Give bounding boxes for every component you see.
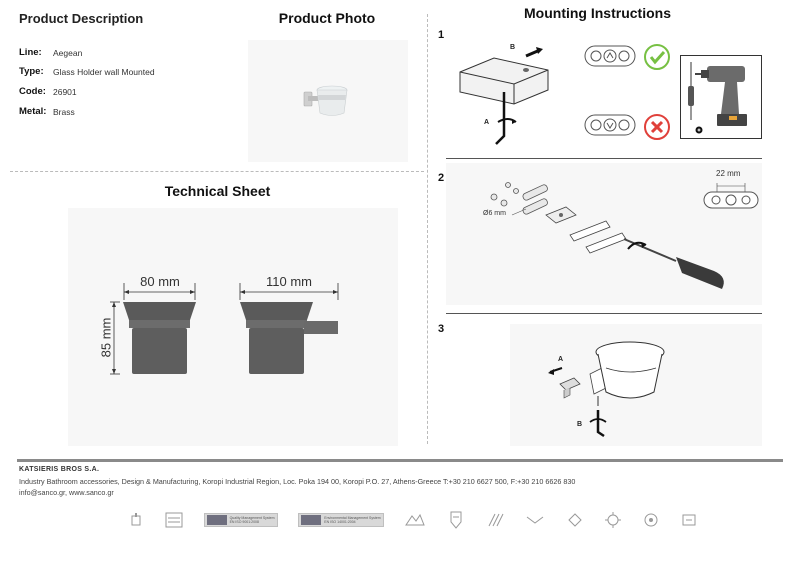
spec-list [19,43,219,121]
product-photo [248,40,408,162]
mounting-plate-correct [584,45,636,67]
spacing-label: 22 mm [716,169,741,178]
product-photo-heading: Product Photo [278,10,376,26]
spec-value: Brass [53,106,75,117]
company-address: Industry Bathroom accessories, Design & Manufacturing, Koropi Industrial Region, Loc. Poka 194 00, Koropi P.O. 27, Athens-Greece T:+30 210 6627 500, F:+30 210 6626 830 [19,477,576,486]
technical-sheet-heading: Technical Sheet [164,183,271,199]
company-name: KATSIERIS BROS S.A. [19,466,100,473]
step-1-illustration [446,30,766,154]
technical-drawing [68,208,398,446]
step-3-illustration [510,324,762,446]
step-divider-1 [446,158,762,159]
product-description-heading: Product Description [19,11,144,26]
dimension-width-front: 80 mm [140,274,180,289]
step-number-2: 2 [438,172,445,184]
company-contact: info@sanco.gr, www.sanco.gr [19,488,114,497]
cert-logo-12 [680,512,698,528]
step-3-label-b: B [577,421,583,428]
cert-logo-9 [566,512,584,528]
step-3-label-a: A [558,356,564,363]
spec-row-metal [19,102,219,121]
quality-management-badge: Quality Management System EN ISO 9001:2008 [204,513,278,527]
spec-label: Type: [19,66,44,77]
cert-logo-10 [604,511,622,529]
spec-row-type [19,62,219,81]
dimension-height: 85 mm [98,317,114,358]
column-divider [427,14,428,444]
footer-bar [17,459,783,462]
spec-label: Code: [19,86,46,97]
check-icon [644,44,670,70]
drill-diameter-label: Ø6 mm [483,210,506,217]
step-number-1: 1 [438,29,445,41]
spec-row-code [19,81,219,102]
cert-logo-6 [447,510,465,530]
step-1-label-b: B [510,44,516,51]
certification-logos [128,509,698,531]
spec-value: Glass Holder wall Mounted [53,66,155,77]
cert-logo-1 [128,512,144,528]
spec-label: Line: [19,47,42,58]
spec-value: 26901 [53,86,77,97]
spec-row-line [19,43,219,62]
mounting-instructions-heading: Mounting Instructions [524,5,671,21]
spec-label: Metal: [19,106,47,117]
environmental-management-badge: Environmental Management System EN ISO 14001:2004 [298,513,383,527]
spacing-plate [703,180,759,210]
spec-value: Aegean [53,47,83,58]
step-divider-2 [446,313,762,314]
step-3-drawing [510,324,762,446]
step-number-3: 3 [438,323,445,335]
cert-logo-5 [404,512,426,528]
glass-holder-photo [248,40,408,162]
section-divider [10,171,424,172]
cert-logo-7 [486,512,504,528]
cert-logo-2 [165,511,183,529]
step-1-label-a: A [484,119,490,126]
tools-box [680,55,762,139]
step-2-illustration [446,163,762,305]
cross-icon [644,114,670,140]
technical-sheet-drawing [68,208,398,446]
screwdriver-drill-icon [681,56,761,138]
mounting-plate-incorrect [584,114,636,136]
cert-logo-11 [643,512,659,528]
cert-logo-8 [525,513,545,527]
dimension-width-side: 110 mm [266,274,312,289]
